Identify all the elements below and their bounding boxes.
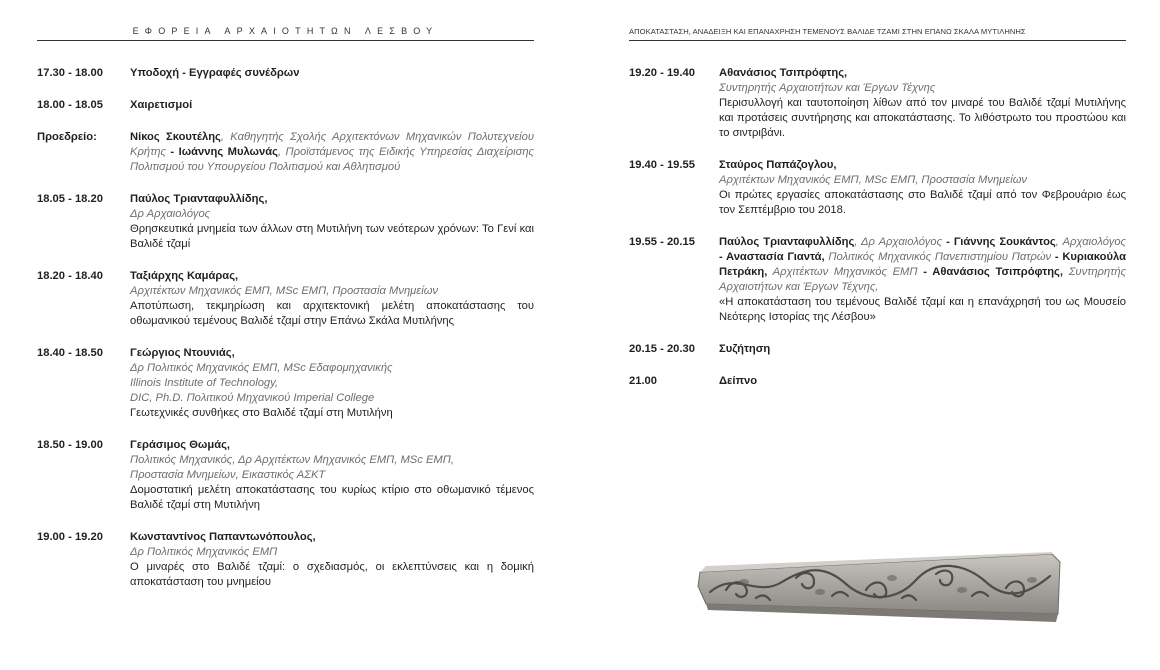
talk-title: Περισυλλογή και ταυτοποίηση λίθων από τον μιναρέ του Βαλιδέ τζαμί Μυτιλήνης και προτάσεις συντήρησης και αποκατάστασης. Το λιθόστρωτο του προστώου και το σιντριβάνι. — [719, 97, 1126, 139]
speaker-credentials: Αρχιτέκτων Μηχανικός ΕΜΠ, MSc ΕΜΠ, Προστασία Μνημείων — [130, 285, 438, 297]
talk-title: Γεωτεχνικές συνθήκες στο Βαλιδέ τζαμί στη Μυτιλήνη — [130, 407, 393, 419]
speaker-credentials: Πολιτικός Μηχανικός Πανεπιστημίου Πατρών — [824, 251, 1052, 263]
talk-title: Οι πρώτες εργασίες αποκατάστασης στο Βαλιδέ τζαμί από τον Φεβρουάριο έως τον Σεπτέμβριο του 2018. — [719, 189, 1126, 216]
program-entry — [629, 158, 1126, 218]
speaker-credentials: , Αρχαιολόγος — [1055, 236, 1126, 248]
speaker-credentials: Προστασία Μνημείων, Εικαστικός ΑΣΚΤ — [130, 469, 326, 481]
header-rule-left — [37, 40, 534, 41]
speaker-credentials: Illinois Institute of Technology, — [130, 377, 279, 389]
talk-title: Δομοστατική μελέτη αποκατάστασης του κυρίως κτίριο στο οθωμανικό τέμενος Βαλιδέ τζαμί στη Μυτιλήνη — [130, 484, 534, 511]
program-entry — [37, 98, 534, 113]
speaker-name: Παύλος Τριανταφυλλίδης, — [130, 193, 268, 205]
entry-time: 19.00 - 19.20 — [37, 531, 103, 543]
entry-time: 18.20 - 18.40 — [37, 270, 103, 282]
speaker-credentials: Συντηρητής Αρχαιοτήτων και Έργων Τέχνης — [719, 82, 936, 94]
entry-time: 18.00 - 18.05 — [37, 99, 103, 111]
talk-title: Ο μιναρές στο Βαλιδέ τζαμί: ο σχεδιασμός, οι εκλεπτύνσεις και η δομική αποκατάσταση του μνημείου — [130, 561, 534, 588]
header-right: ΑΠΟΚΑΤΑΣΤΑΣΗ, ΑΝΑΔΕΙΞΗ ΚΑΙ ΕΠΑΝΑΧΡΗΣΗ ΤΕΜΕΝΟΥΣ ΒΑΛΙΔΕ ΤΖΑΜΙ ΣΤΗΝ ΕΠΑΝΩ ΣΚΑΛΑ ΜΥΤΙΛΗΝΗΣ — [629, 27, 1026, 36]
program-entry — [629, 374, 1126, 389]
entry-time: 18.50 - 19.00 — [37, 439, 103, 451]
entry-label-chair: Προεδρείο: — [37, 131, 97, 143]
program-entry — [37, 269, 534, 329]
speaker-credentials: , Δρ Αρχαιολόγος — [854, 236, 943, 248]
speaker-name: Νίκος Σκουτέλης — [130, 131, 221, 143]
entry-time: 20.15 - 20.30 — [629, 343, 695, 355]
name-separator: - — [942, 236, 954, 248]
program-entry — [37, 66, 534, 81]
speaker-credentials: DIC, Ph.D. Πολιτικού Μηχανικού Imperial College — [130, 392, 375, 404]
speaker-credentials: , Καθηγητής Σχολής Αρχιτεκτόνων Μηχανικών Πολυτεχνείου Κρήτης — [130, 131, 534, 158]
program-entry — [37, 130, 534, 175]
program-entry — [37, 192, 534, 252]
speaker-credentials: Αρχιτέκτων Μηχανικός ΕΜΠ — [767, 266, 918, 278]
entry-time: 21.00 — [629, 375, 657, 387]
speaker-credentials: , Προϊστάμενος της Ειδικής Υπηρεσίας Διαχείρισης Πολιτισμού του Υπουργείου Πολιτισμού και Αθλητισμού — [130, 146, 534, 173]
program-left-column — [37, 66, 534, 607]
name-separator: - — [1051, 251, 1063, 263]
program-entry — [37, 438, 534, 513]
program-entry — [629, 235, 1126, 325]
speaker-name: Σταύρος Παπάζογλου, — [719, 159, 837, 171]
entry-time: 17.30 - 18.00 — [37, 67, 103, 79]
speaker-name: Γιάννης Σουκάντος — [953, 236, 1056, 248]
talk-title: Θρησκευτικά μνημεία των άλλων στη Μυτιλήνη των νεότερων χρόνων: Το Γενί και Βαλιδέ τζαμί — [130, 223, 534, 250]
speaker-credentials: Δρ Πολιτικός Μηχανικός ΕΜΠ, MSc Εδαφομηχανικής — [130, 362, 393, 374]
program-entry — [629, 342, 1126, 357]
speaker-name: Κυριακούλα Πετράκη, — [719, 251, 1126, 278]
speaker-name: Αθανάσιος Τσιπρόφτης, — [719, 67, 848, 79]
entry-time: 18.05 - 18.20 — [37, 193, 103, 205]
entry-time: 19.40 - 19.55 — [629, 159, 695, 171]
name-separator: - — [917, 266, 933, 278]
speaker-credentials: Δρ Πολιτικός Μηχανικός ΕΜΠ — [130, 546, 278, 558]
entry-title: Δείπνο — [719, 375, 758, 387]
header-rule-right — [629, 40, 1126, 41]
entry-title: Χαιρετισμοί — [130, 99, 193, 111]
speaker-name: Ταξιάρχης Καμάρας, — [130, 270, 239, 282]
program-entry — [37, 346, 534, 421]
entry-title: Συζήτηση — [719, 343, 771, 355]
speaker-name: Παύλος Τριανταφυλλίδης — [719, 236, 855, 248]
speaker-credentials: Συντηρητής Αρχαιοτήτων και Έργων Τέχνης, — [719, 266, 1127, 293]
speaker-credentials: Δρ Αρχαιολόγος — [130, 208, 211, 220]
speaker-name: Κωνσταντίνος Παπαντωνόπουλος, — [130, 531, 316, 543]
name-separator: - — [719, 251, 727, 263]
talk-title: «Η αποκατάσταση του τεμένους Βαλιδέ τζαμί και η επανάχρησή του ως Μουσείο Νεότερης Ιστορίας της Λέσβου» — [719, 296, 1126, 323]
talk-title: Αποτύπωση, τεκμηρίωση και αρχιτεκτονική μελέτη αποκατάστασης του οθωμανικού τεμένους Βαλιδέ τζαμί στην Επάνω Σκάλα Μυτιλήνης — [130, 300, 534, 327]
program-entry — [629, 66, 1126, 141]
speaker-name: Αναστασία Γιαντά, — [726, 251, 825, 263]
program-entry — [37, 530, 534, 590]
speaker-name: Γεράσιμος Θωμάς, — [130, 439, 230, 451]
speaker-credentials: Αρχιτέκτων Μηχανικός ΕΜΠ, MSc ΕΜΠ, Προστασία Μνημείων — [719, 174, 1027, 186]
header-left: ΕΦΟΡΕΙΑ ΑΡΧΑΙΟΤΗΤΩΝ ΛΕΣΒΟΥ — [132, 26, 439, 36]
program-right-column — [629, 66, 1126, 406]
speaker-name: Αθανάσιος Τσιπρόφτης, — [932, 266, 1063, 278]
speaker-credentials: Πολιτικός Μηχανικός, Δρ Αρχιτέκτων Μηχανικός ΕΜΠ, MSc ΕΜΠ, — [130, 454, 454, 466]
entry-time: 19.55 - 20.15 — [629, 236, 695, 248]
carved-stone-relief-image — [696, 552, 1062, 632]
entry-time: 19.20 - 19.40 — [629, 67, 695, 79]
speaker-name: Ιωάννης Μυλωνάς — [178, 146, 278, 158]
name-separator: - — [165, 146, 179, 158]
entry-time: 18.40 - 18.50 — [37, 347, 103, 359]
speaker-name: Γεώργιος Ντουνιάς, — [130, 347, 235, 359]
entry-title: Υποδοχή - Εγγραφές συνέδρων — [130, 67, 300, 79]
